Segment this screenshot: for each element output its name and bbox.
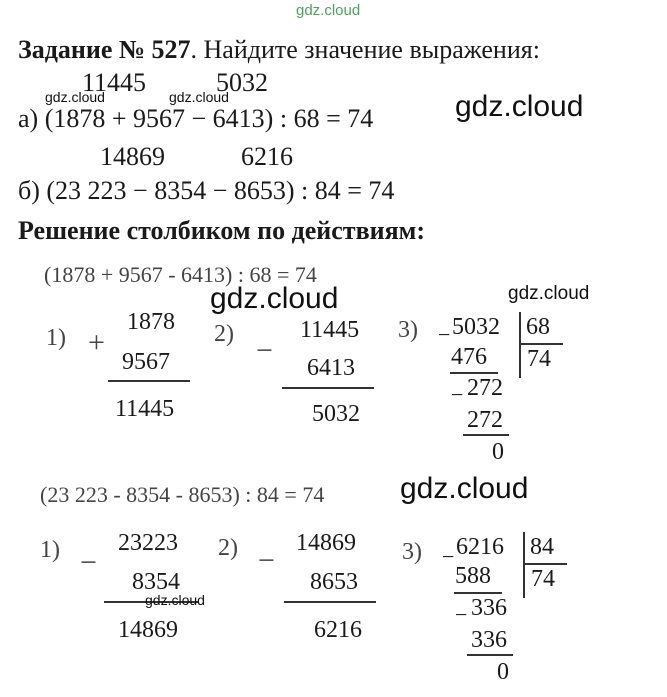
b-step3-divider-horizontal bbox=[525, 563, 567, 565]
b-step3-sub1: 588 bbox=[455, 563, 491, 589]
watermark-small-a2: gdz.cloud bbox=[169, 89, 229, 105]
task-label: Задание № 527 bbox=[18, 35, 191, 64]
b-step3-quotient: 74 bbox=[531, 566, 555, 592]
watermark-large-b: gdz.cloud bbox=[400, 472, 529, 505]
a-step3-divider-horizontal bbox=[521, 343, 563, 345]
watermark-small-b: gdz.cloud bbox=[145, 592, 205, 608]
b-step1-sign: − bbox=[80, 546, 97, 579]
b-step3-remainder: 0 bbox=[497, 659, 509, 685]
a-step2-bottom: 6413 bbox=[307, 355, 355, 381]
watermark-large-mid: gdz.cloud bbox=[210, 282, 339, 315]
b-step3-number: 3) bbox=[402, 539, 422, 565]
a-step3-minus-1: − bbox=[438, 322, 451, 347]
a-step3-sub1: 476 bbox=[451, 344, 487, 370]
watermark-top: gdz.cloud bbox=[296, 2, 361, 19]
b-step3-divider-vertical bbox=[523, 532, 525, 598]
b-step2-top: 14869 bbox=[296, 530, 356, 556]
a-step3-divider-vertical bbox=[519, 312, 521, 378]
a-step1-bottom: 9567 bbox=[122, 349, 170, 375]
watermark-small-mid: gdz.cloud bbox=[508, 283, 590, 304]
solution-heading: Решение столбиком по действиям: bbox=[18, 216, 426, 245]
b-step3-rem1: 336 bbox=[471, 595, 507, 621]
part-b-above-2: 6216 bbox=[241, 142, 293, 171]
a-step2-number: 2) bbox=[214, 321, 234, 347]
part-a-above-2: 5032 bbox=[216, 68, 268, 97]
b-step1-top: 23223 bbox=[118, 530, 178, 556]
part-b-expression: б) (23 223 − 8354 − 8653) : 84 = 74 bbox=[18, 176, 395, 205]
a-step3-quotient: 74 bbox=[527, 346, 551, 372]
a-step3-rule-2 bbox=[463, 434, 509, 436]
watermark-large-a: gdz.cloud bbox=[455, 90, 584, 123]
b-step1-result: 14869 bbox=[118, 617, 178, 643]
a-step1-top: 1878 bbox=[127, 309, 175, 335]
a-step2-sign: − bbox=[256, 334, 273, 367]
b-step2-rule bbox=[284, 601, 376, 603]
a-step3-divisor: 68 bbox=[526, 314, 550, 340]
b-step3-minus-2: − bbox=[455, 602, 468, 627]
a-step3-rule-1 bbox=[450, 372, 498, 374]
b-step2-result: 6216 bbox=[314, 617, 362, 643]
a-step1-rule bbox=[108, 380, 190, 382]
a-step3-sub2: 272 bbox=[467, 407, 503, 433]
a-step2-rule bbox=[282, 387, 374, 389]
a-step3-dividend: 5032 bbox=[452, 314, 500, 340]
part-b-above-1: 14869 bbox=[100, 142, 165, 171]
a-step1-number: 1) bbox=[46, 325, 66, 351]
b-step1-number: 1) bbox=[40, 537, 60, 563]
a-step1-result: 11445 bbox=[115, 396, 175, 422]
b-step2-number: 2) bbox=[218, 535, 238, 561]
a-step2-top: 11445 bbox=[300, 317, 360, 343]
solution-a-expression: (1878 + 9567 - 6413) : 68 = 74 bbox=[44, 262, 317, 287]
b-step3-sub2: 336 bbox=[471, 627, 507, 653]
b-step3-dividend: 6216 bbox=[456, 534, 504, 560]
b-step3-divisor: 84 bbox=[530, 534, 554, 560]
a-step3-minus-2: − bbox=[451, 382, 464, 407]
b-step3-rule-1 bbox=[454, 592, 502, 594]
a-step1-sign: + bbox=[88, 326, 105, 359]
a-step3-remainder: 0 bbox=[492, 439, 504, 465]
b-step3-minus-1: − bbox=[442, 544, 455, 569]
watermark-small-a1: gdz.cloud bbox=[45, 89, 105, 105]
a-step3-number: 3) bbox=[398, 317, 418, 343]
a-step3-rem1: 272 bbox=[467, 375, 503, 401]
b-step2-sign: − bbox=[258, 544, 275, 577]
task-text: . Найдите значение выражения: bbox=[190, 35, 540, 64]
task-header bbox=[18, 37, 540, 63]
part-a-expression: а) (1878 + 9567 − 6413) : 68 = 74 bbox=[18, 104, 374, 133]
a-step2-result: 5032 bbox=[312, 401, 360, 427]
part-a-above-1: 11445 bbox=[82, 68, 147, 97]
b-step2-bottom: 8653 bbox=[310, 569, 358, 595]
b-step3-rule-2 bbox=[467, 654, 513, 656]
solution-b-expression: (23 223 - 8354 - 8653) : 84 = 74 bbox=[40, 482, 325, 507]
b-step1-bottom: 8354 bbox=[132, 569, 180, 595]
